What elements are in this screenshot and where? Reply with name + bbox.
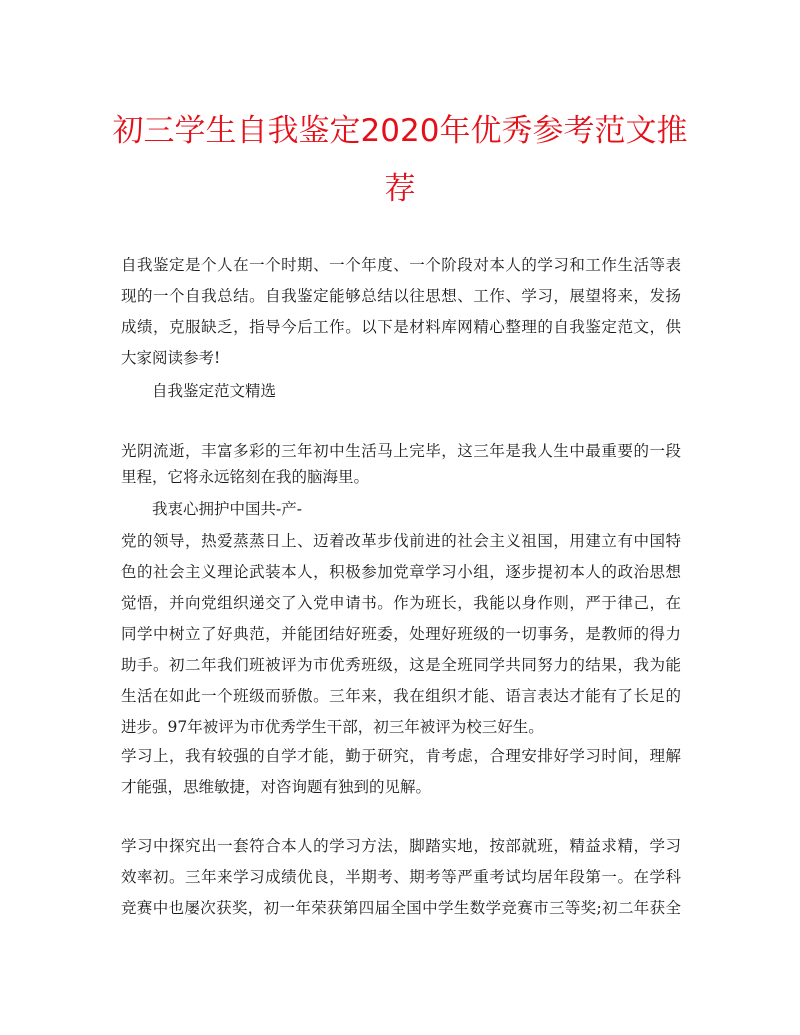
paragraph-line: 光阴流逝，丰富多彩的三年初中生活马上完毕，这三年是我人生中最重要的一段: [121, 442, 681, 460]
document-title: [100, 102, 700, 218]
paragraph-line: 自我鉴定是个人在一个时期、一个年度、一个阶段对本人的学习和工作生活等表: [121, 256, 681, 274]
paragraph-line: 里程，它将永远铭刻在我的脑海里。: [121, 468, 370, 486]
paragraph-line: 学习中探究出一套符合本人的学习方法，脚踏实地，按部就班，精益求精，学习: [121, 837, 681, 855]
title-line-2: 荐: [384, 171, 416, 207]
paragraph-line: 现的一个自我总结。自我鉴定能够总结以往思想、工作、学习，展望将来，发扬: [121, 287, 681, 305]
paragraph-lead: 我衷心拥护中国共-产-: [152, 500, 302, 518]
paragraph-line: 竞赛中也屡次获奖，初一年荣获第四届全国中学生数学竞赛市三等奖;初二年获全: [121, 899, 681, 917]
paragraph-line: 才能强，思维敏捷，对咨询题有独到的见解。: [121, 778, 432, 796]
paragraph-line: 生活在如此一个班级而骄傲。三年来，我在组织才能、语言表达才能有了长足的: [121, 687, 681, 705]
paragraph-line: 效率初。三年来学习成绩优良，半期考、期考等严重考试均居年段第一。在学科: [121, 868, 681, 886]
paragraph-line: 进步。97年被评为市优秀学生干部，初三年被评为校三好生。: [121, 718, 544, 736]
paragraph-line: 大家阅读参考!: [121, 349, 221, 367]
paragraph-line: 觉悟，并向党组织递交了入党申请书。作为班长，我能以身作则，严于律己，在: [121, 594, 681, 612]
section-subheading: 自我鉴定范文精选: [152, 382, 277, 400]
paragraph-line: 助手。初二年我们班被评为市优秀班级，这是全班同学共同努力的结果，我为能: [121, 656, 681, 674]
paragraph-line: 色的社会主义理论武装本人，积极参加党章学习小组，逐步提初本人的政治思想: [121, 563, 681, 581]
paragraph-line: 学习上，我有较强的自学才能，勤于研究，肯考虑，合理安排好学习时间，理解: [121, 747, 681, 765]
paragraph-line: 成绩，克服缺乏，指导今后工作。以下是材料库网精心整理的自我鉴定范文，供: [121, 318, 681, 336]
paragraph-line: 党的领导，热爱蒸蒸日上、迈着改革步伐前进的社会主义祖国，用建立有中国特: [121, 532, 681, 550]
paragraph-line: 同学中树立了好典范，并能团结好班委，处理好班级的一切事务，是教师的得力: [121, 625, 681, 643]
title-line-1: 初三学生自我鉴定2020年优秀参考范文推: [112, 113, 688, 149]
